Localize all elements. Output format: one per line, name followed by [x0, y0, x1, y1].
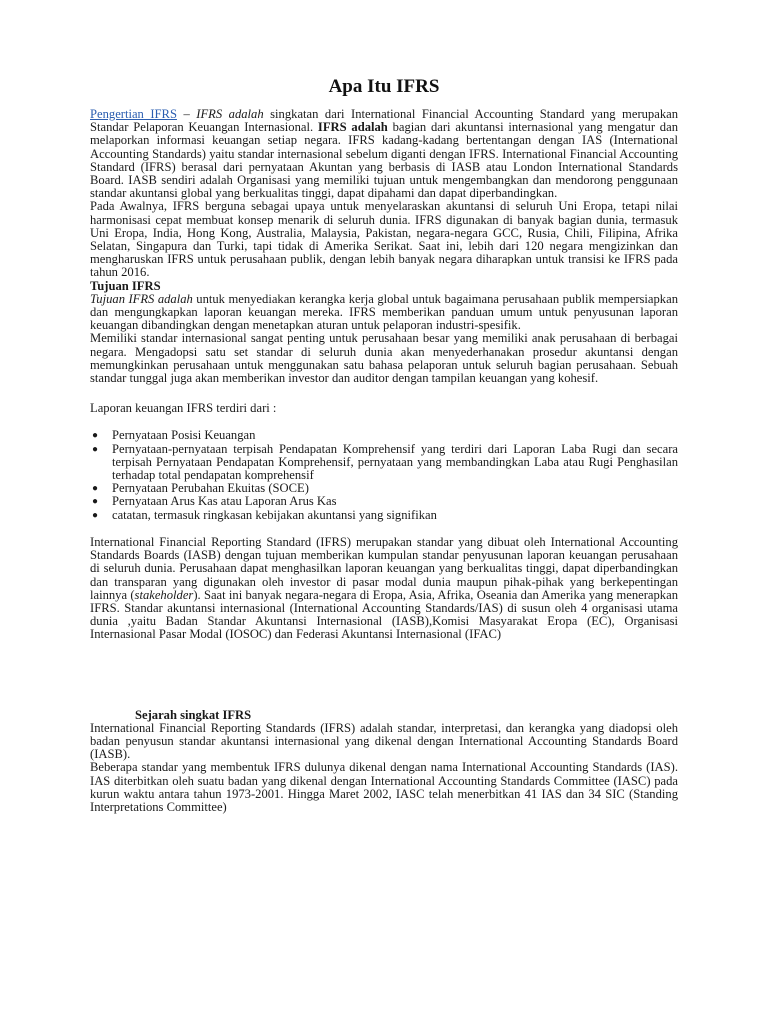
document-page [90, 0, 678, 814]
tujuan-lead: Tujuan IFRS adalah [90, 291, 193, 306]
bullet-icon: ● [91, 496, 99, 508]
intro-dash: – [176, 107, 197, 121]
list-item-text: catatan, termasuk ringkasan kebijakan akuntansi yang signifikan [112, 507, 437, 522]
bullet-icon: ● [91, 483, 99, 495]
list-item-text: Pernyataan Arus Kas atau Laporan Arus Kas [112, 494, 337, 509]
ifrs-paragraph [90, 536, 678, 642]
laporan-intro: Laporan keuangan IFRS terdiri dari : [90, 401, 277, 416]
list-item-text: Pernyataan Posisi Keuangan [112, 428, 256, 443]
awalnya-paragraph: Pada Awalnya, IFRS berguna sebagai upaya untuk menyelaraskan akuntansi di seluruh Uni Eropa, tetapi nilai harmonisasi cepat membuat konsep menarik di seluruh dunia. IFRS digunakan di banyak bagian dunia, termasuk Uni Eropa, India, Hong Kong, Australia, Malaysia, Pakistan, negara-negara GCC, Rusia, Chili, Filipina, Afrika Selatan, Singapura dan Turki, tapi tidak di Amerika Serikat. Saat ini, lebih dari 120 negara mengizinkan dan mengharuskan IFRS untuk perusahaan publik, dengan lebih banyak negara diharapkan untuk transisi ke IFRS pada tahun 2016. [90, 199, 678, 280]
sejarah-heading: Sejarah singkat IFRS [135, 707, 252, 722]
bullet-icon: ● [91, 443, 99, 455]
list-item-text: Pernyataan-pernyataan terpisah Pendapatan Komprehensif yang terdiri dari Laporan Laba Rugi dan secara terpisah Pernyataan Pendapatan Komprehensif, pernyataan yang membandingkan Laba atau Rugi Penghasilan terhadap total pendapatan komprehensif [112, 441, 678, 483]
ifrs-text-1: International Financial Reporting Standard (IFRS) merupakan standar yang dibuat oleh International Accounting Standards Boards (IASB) dengan tujuan memberikan kumpulan standar penyusunan laporan keuangan perusahaan di seluruh dunia. Perusahaan dapat menghasilkan laporan keuangan yang berkualitas tinggi, dapat diperbandingkan dan transparan yang digunakan oleh investor di pasar modal dunia maupun pihak-pihak yang berkepentingan lainnya ( [90, 534, 678, 602]
standar-paragraph: Memiliki standar internasional sangat penting untuk perusahaan besar yang memiliki anak perusahaan di berbagai negara. Mengadopsi satu set standar di seluruh dunia akan menyederhanakan prosedur akuntansi dengan memungkinkan perusahaan untuk menggunakan satu bahasa pelaporan untuk seluruh bagian perusahaan. Sebuah standar tunggal juga akan memberikan investor dan auditor dengan tampilan keuangan yang kohesif. [90, 331, 678, 386]
ifrs-text-2: ). Saat ini banyak negara-negara di Eropa, Asia, Afrika, Oseania dan Amerika yang menerapkan IFRS. Standar akuntansi internasional (International Accounting Standards/IAS) di susun oleh 4 organisasi utama dunia ,yaitu Badan Standar Akuntansi Internasional (IASB),Komisi Masyarakat Eropa (EC), Organisasi Internasional Pasar Modal (IOSOC) dan Federasi Akuntansi Internasional (IFAC) [90, 587, 678, 642]
tujuan-text: untuk menyediakan kerangka kerja global untuk bagaimana perusahaan publik mempersiapkan dan mengungkapkan laporan keuangan mereka. IFRS memberikan panduan umum untuk penyusunan laporan keuangan dibandingkan dengan menetapkan aturan untuk pelaporan industri-spesifik. [90, 291, 678, 333]
pengertian-ifrs-link[interactable]: Pengertian IFRS [90, 107, 177, 121]
tujuan-heading: Tujuan IFRS [90, 278, 161, 293]
sejarah-paragraph-2: Beberapa standar yang membentuk IFRS dulunya dikenal dengan nama International Accounting Standards (IAS). IAS diterbitkan oleh suatu badan yang dikenal dengan International Accounting Standards Committee (IASC) pada kurun waktu antara tahun 1973-2001. Hingga Maret 2002, IASC telah menerbitkan 41 IAS dan 34 SIC (Standing Interpretations Committee) [90, 760, 678, 814]
list-item-text: Pernyataan Perubahan Ekuitas (SOCE) [112, 481, 309, 496]
bullet-icon: ● [91, 509, 99, 521]
page-title: Apa Itu IFRS [328, 76, 440, 97]
sejarah-paragraph-1: International Financial Reporting Standards (IFRS) adalah standar, interpretasi, dan kerangka yang diadopsi oleh badan penyusun standar akuntansi internasional yang dikenal dengan International Accounting Standards Board (IASB). [90, 720, 678, 762]
list-item [91, 441, 678, 483]
ifrs-italic: stakeholder [134, 587, 194, 602]
intro-text-1: singkatan dari International Financial Accounting Standard yang merupakan Standar Pelaporan Keuangan Internasional. [90, 107, 679, 135]
list-item [91, 507, 678, 522]
intro-paragraph [90, 108, 678, 200]
bullet-icon: ● [91, 430, 99, 442]
intro-bold: IFRS adalah [317, 120, 388, 135]
laporan-list [90, 429, 678, 521]
intro-lead: IFRS adalah [196, 107, 264, 121]
intro-text-2: bagian dari akuntansi internasional yang mengatur dan melaporkan informasi keuangan setiap negara. IFRS kadang-kadang bertentangan dengan IAS (International Accounting Standards) yaitu standar internasional sebelum diganti dengan IFRS. International Financial Accounting Standard (IFRS) berasal dari pernyataan Akuntan yang berbasis di IASB atau London International Standards Board. IASB sendiri adalah Organisasi yang memiliki tujuan untuk mengembangkan dan mendorong penggunaan standar akuntansi global yang berkualitas tinggi, dapat dipahami dan dapat diperbandingkan. [90, 120, 678, 201]
tujuan-paragraph [90, 293, 678, 333]
